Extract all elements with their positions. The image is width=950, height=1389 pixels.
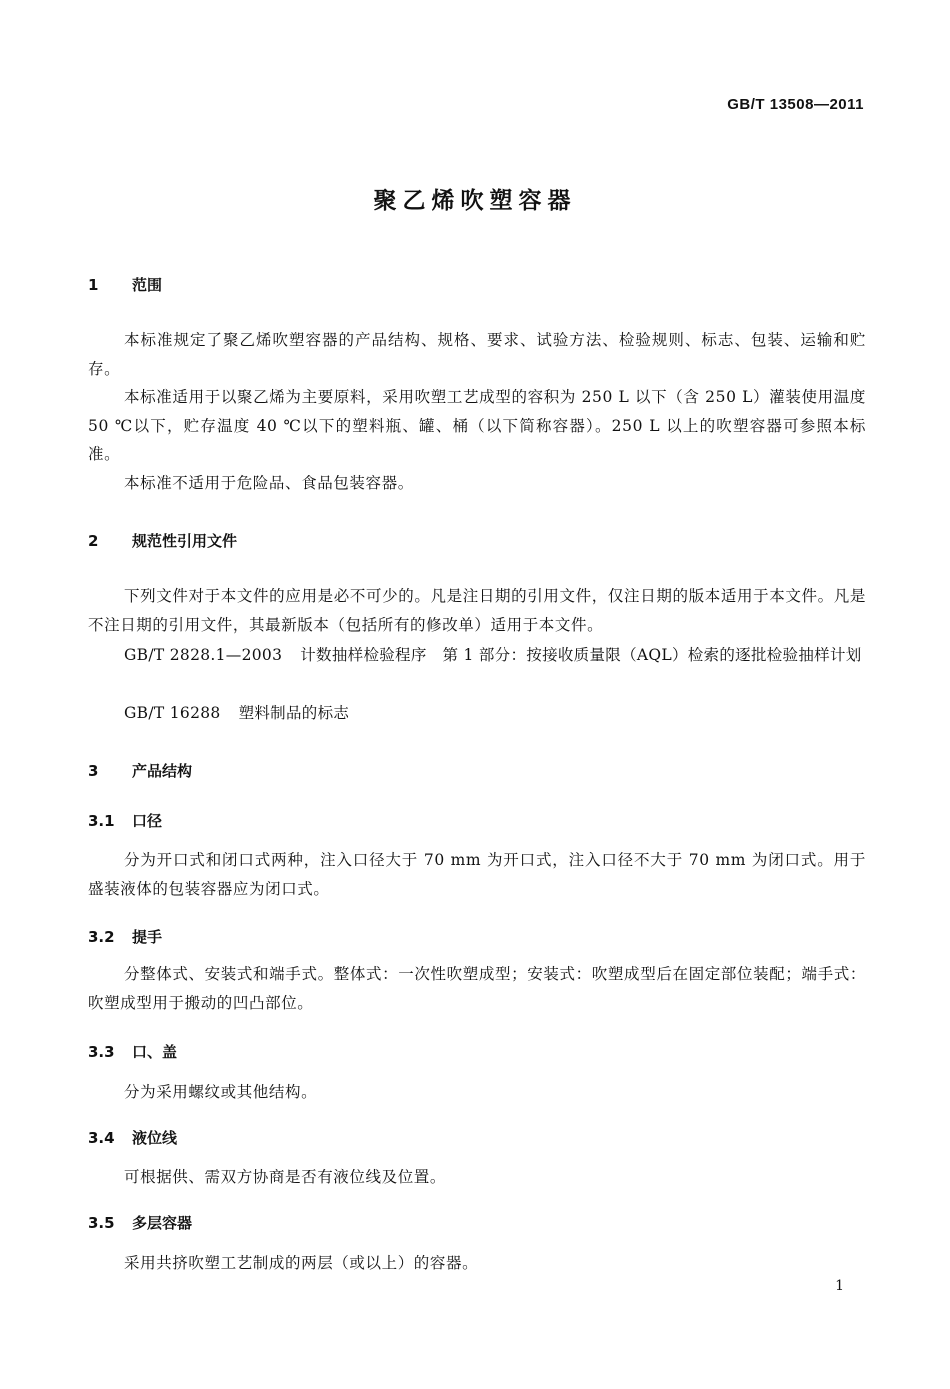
subsection-heading (88, 1041, 866, 1063)
section-title: 规范性引用文件 (132, 532, 238, 550)
subsection-number: 3.3 (88, 1043, 115, 1061)
paragraph: 本标准适用于以聚乙烯为主要原料，采用吹塑工艺成型的容积为 250 L 以下（含 250 L）灌装使用温度 50 ℃以下，贮存温度 40 ℃以下的塑料瓶、罐、桶（以下简称容器）。250 L 以上的吹塑容器可参照本标准。 (88, 388, 866, 463)
paragraph: 可根据供、需双方协商是否有液位线及位置。 (124, 1168, 447, 1186)
subsection-title: 口、盖 (132, 1043, 178, 1061)
section-number: 1 (88, 276, 99, 294)
section-title: 产品结构 (132, 762, 193, 780)
subsection-title: 多层容器 (132, 1214, 193, 1232)
section-1-heading (88, 274, 866, 296)
subsection-heading (88, 810, 866, 832)
section-number: 3 (88, 762, 99, 780)
subsection-title: 口径 (132, 812, 163, 830)
subsection-number: 3.5 (88, 1214, 115, 1232)
reference-title: 计数抽样检验程序 第 1 部分：按接收质量限（AQL）检索的逐批检验抽样计划 (300, 646, 862, 664)
section-3-heading (88, 760, 866, 782)
subsection-title: 液位线 (132, 1129, 178, 1147)
subsection-number: 3.4 (88, 1129, 115, 1147)
paragraph: 下列文件对于本文件的应用是必不可少的。凡是注日期的引用文件，仅注日期的版本适用于本文件。凡是不注日期的引用文件，其最新版本（包括所有的修改单）适用于本文件。 (88, 587, 866, 634)
subsection-title: 提手 (132, 928, 163, 946)
reference-code: GB/T 16288 (124, 704, 221, 722)
subsection-heading (88, 1127, 866, 1149)
subsection-number: 3.2 (88, 928, 115, 946)
reference-code: GB/T 2828.1—2003 (124, 646, 283, 664)
paragraph: 分整体式、安装式和端手式。整体式：一次性吹塑成型；安装式：吹塑成型后在固定部位装配；端手式：吹塑成型用于搬动的凹凸部位。 (88, 965, 866, 1012)
document-title: 聚乙烯吹塑容器 (373, 188, 577, 214)
subsection-heading (88, 926, 866, 948)
paragraph: 分为开口式和闭口式两种，注入口径大于 70 mm 为开口式，注入口径不大于 70 mm 为闭口式。用于盛装液体的包装容器应为闭口式。 (88, 851, 866, 898)
standard-code: GB/T 13508—2011 (727, 96, 864, 113)
subsection-number: 3.1 (88, 812, 115, 830)
section-number: 2 (88, 532, 99, 550)
reference-title: 塑料制品的标志 (238, 704, 350, 722)
paragraph: 本标准不适用于危险品、食品包装容器。 (124, 474, 414, 492)
paragraph: 本标准规定了聚乙烯吹塑容器的产品结构、规格、要求、试验方法、检验规则、标志、包装、运输和贮存。 (88, 331, 866, 378)
section-title: 范围 (132, 276, 163, 294)
page-number: 1 (835, 1278, 844, 1294)
subsection-heading (88, 1212, 866, 1234)
reference-item (88, 699, 866, 728)
reference-item (88, 641, 866, 670)
section-2-heading (88, 530, 866, 552)
paragraph: 分为采用螺纹或其他结构。 (124, 1083, 318, 1101)
paragraph: 采用共挤吹塑工艺制成的两层（或以上）的容器。 (124, 1254, 479, 1272)
